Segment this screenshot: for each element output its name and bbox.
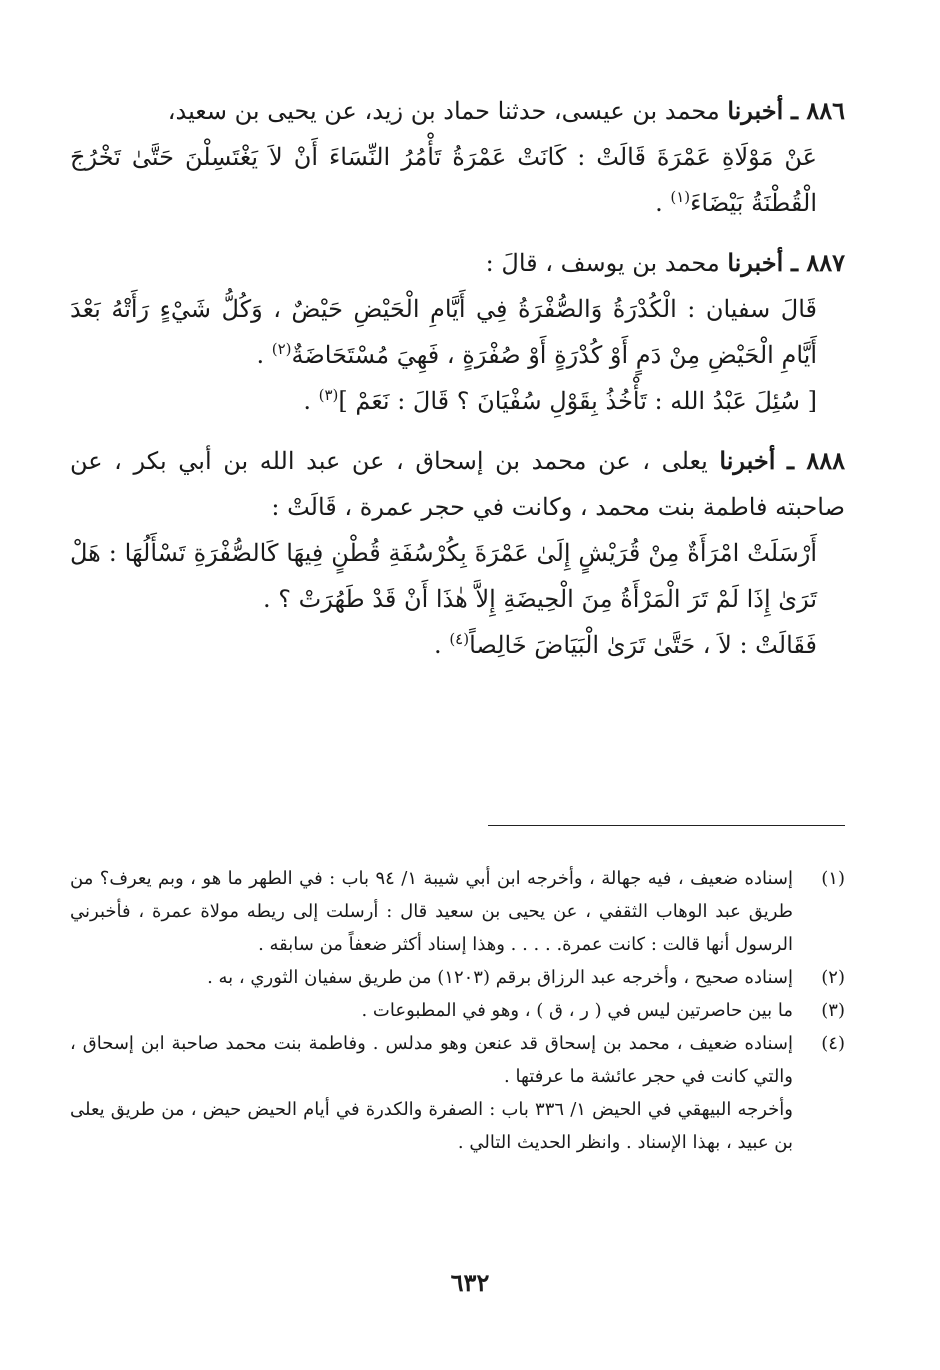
hadith-number: ٨٨٧ ـ xyxy=(790,248,845,277)
hadith-lead: أخبرنا xyxy=(727,248,784,277)
sentence-end: . xyxy=(655,189,671,217)
hadith-887-matn xyxy=(70,286,845,378)
footnote-number: (٢) xyxy=(821,967,845,988)
hadith-matn-text: عَنْ مَوْلَاةِ عَمْرَةَ قَالَتْ : كَانَتْ عَمْرَةُ تَأْمُرُ النِّسَاءَ أَنْ لاَ يَغْتَسِلْنَ حَتَّىٰ تَخْرُجَ الْقُطْنَةُ بَيْضَاءَ xyxy=(70,143,817,217)
hadith-887-isnad xyxy=(70,240,845,286)
hadith-888-last xyxy=(70,622,845,668)
hadith-number: ٨٨٦ ـ xyxy=(790,96,845,125)
hadith-matn-text: فَقَالَتْ : لاَ ، حَتَّىٰ تَرَىٰ الْبَيَاضَ خَالِصاً xyxy=(469,631,817,659)
sentence-end: . xyxy=(434,631,450,659)
sentence-end: . xyxy=(256,341,272,369)
hadith-matn-text: أَرْسَلَتْ امْرَأَةٌ مِنْ قُرَيْشٍ إِلَىٰ عَمْرَةَ بِكُرْسُفَةِ قُطْنٍ فِيهَا كَالصُّفْرَةِ تَسْأَلُهَا : هَلْ تَرَىٰ إِذَا لَمْ تَرَ الْمَرْأَةُ مِنَ الْحِيضَةِ إِلاَّ هٰذَا أَنْ قَدْ طَهُرَتْ ؟ . xyxy=(70,539,817,613)
hadith-isnad-text: محمد بن يوسف ، قالَ : xyxy=(485,249,720,277)
footnote-number: (٣) xyxy=(821,1000,845,1021)
hadith-isnad-text: يعلى ، عن محمد بن إسحاق ، عن عبد الله بن أبي بكر ، عن صاحبته فاطمة بنت محمد ، وكانت في حجر عمرة ، قَالَتْ : xyxy=(70,447,845,521)
hadith-matn-text: قَالَ سفيان : الْكُدْرَةُ وَالصُّفْرَةُ فِي أَيَّامِ الْحَيْضِ حَيْضٌ ، وَكُلُّ شَيْءٍ رَأَتْهُ بَعْدَ أَيَّامِ الْحَيْضِ مِنْ دَمٍ أَوْ كُدْرَةٍ أَوْ صُفْرَةٍ ، فَهِيَ مُسْتَحَاضَةٌ xyxy=(70,295,817,369)
hadith-lead: أخبرنا xyxy=(719,446,776,475)
hadith-lead: أخبرنا xyxy=(727,96,784,125)
footnote-4 xyxy=(70,1027,845,1093)
hadith-887-bracket xyxy=(70,378,845,424)
footnote-ref: (٤) xyxy=(449,630,470,648)
main-text xyxy=(70,88,845,668)
footnote-text: إسناده صحيح ، وأخرجه عبد الرزاق برقم (١٢٠٣) من طريق سفيان الثوري ، به . xyxy=(207,967,793,988)
footnote-divider xyxy=(488,825,845,826)
bracket-text: [ سُئِلَ عَبْدُ الله : تَأْخُذُ بِقَوْلِ سُفْيَانَ ؟ قَالَ : نَعَمْ ] xyxy=(338,387,817,415)
hadith-886-matn xyxy=(70,134,845,226)
footnote-text: ما بين حاصرتين ليس في ( ر ، ق ) ، وهو في المطبوعات . xyxy=(361,1000,793,1021)
footnote-1 xyxy=(70,862,845,961)
footnote-ref: (٢) xyxy=(271,340,292,358)
hadith-isnad-text: محمد بن عيسى، حدثنا حماد بن زيد، عن يحيى بن سعيد، xyxy=(167,97,720,125)
footnote-number: (٤) xyxy=(821,1033,845,1054)
hadith-number: ٨٨٨ ـ xyxy=(786,446,845,475)
footnote-ref: (٣) xyxy=(318,386,339,404)
footnote-text: إسناده ضعيف ، فيه جهالة ، وأخرجه ابن أبي شيبة ١/ ٩٤ باب : في الطهر ما هو ، وبم يعرف؟ من طريق عبد الوهاب الثقفي ، عن يحيى بن سعيد قال : أرسلت إلى ريطه مولاة عمرة ، فأخبرني الرسول أنها قالت : كانت عمرة. . . . . وهذا إسناد أكثر ضعفاً من سابقه . xyxy=(70,868,793,955)
hadith-886-isnad xyxy=(70,88,845,134)
hadith-888-matn xyxy=(70,530,845,622)
footnote-text: إسناده ضعيف ، محمد بن إسحاق قد عنعن وهو مدلس . وفاطمة بنت محمد صاحبة ابن إسحاق ، والتي كانت في حجر عائشة ما عرفتها . xyxy=(70,1033,793,1087)
footnote-2 xyxy=(70,961,845,994)
page-number: ٦٣٢ xyxy=(450,1268,490,1297)
footnote-ref: (١) xyxy=(670,188,691,206)
footnote-3 xyxy=(70,994,845,1027)
footnote-number: (١) xyxy=(821,868,845,889)
sentence-end: . xyxy=(303,387,319,415)
footnote-4-continuation: وأخرجه البيهقي في الحيض ١/ ٣٣٦ باب : الصفرة والكدرة في أيام الحيض حيض ، من طريق يعلى بن عبيد ، بهذا الإسناد . وانظر الحديث التالي . xyxy=(70,1099,793,1153)
hadith-888-isnad xyxy=(70,438,845,530)
footnotes xyxy=(70,862,845,1159)
